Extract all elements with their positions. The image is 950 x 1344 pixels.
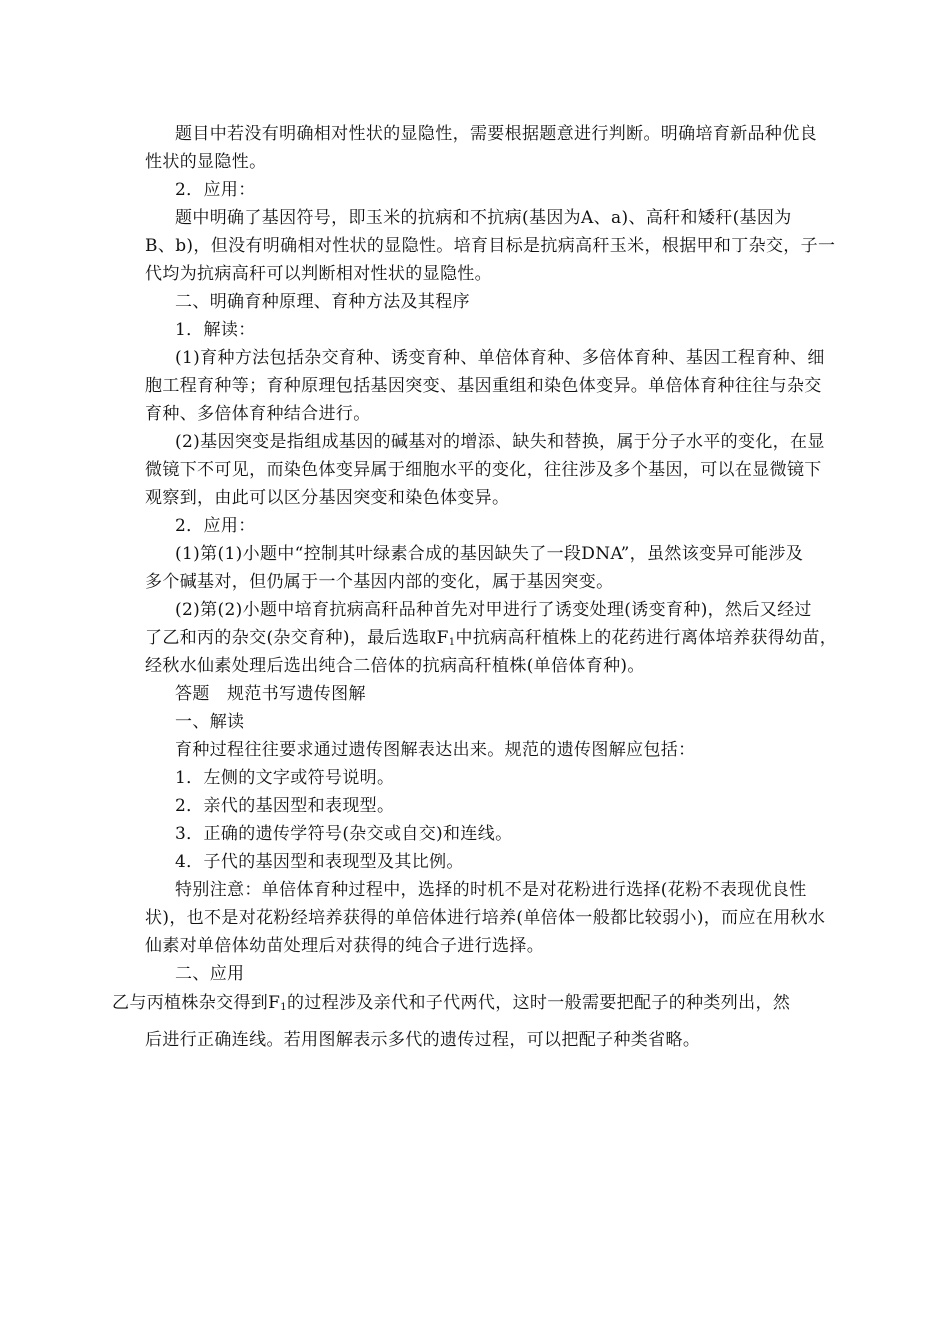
paragraph-line: 胞工程育种等；育种原理包括基因突变、基因重组和染色体变异。单倍体育种往往与杂交 (145, 376, 822, 396)
paragraph-line: 多个碱基对，但仍属于一个基因内部的变化，属于基因突变。 (145, 572, 614, 592)
paragraph-line: 后进行正确连线。若用图解表示多代的遗传过程，可以把配子种类省略。 (145, 1030, 701, 1050)
list-item: 4．子代的基因型和表现型及其比例。 (175, 852, 464, 872)
paragraph-line: (2)第(2)小题中培育抗病高秆品种首先对甲进行了诱变处理(诱变育种)，然后又经过 (175, 600, 812, 620)
list-item: 2．亲代的基因型和表现型。 (175, 796, 395, 816)
section-label: 1．解读： (175, 320, 256, 340)
paragraph-line: (1)育种方法包括杂交育种、诱变育种、单倍体育种、多倍体育种、基因工程育种、细 (175, 348, 825, 368)
paragraph-line: 状)，也不是对花粉经培养获得的单倍体进行培养(单倍体一般都比较弱小)，而应在用秋水 (145, 908, 826, 928)
text-run: 的过程涉及亲代和子代两代，这时一般需要把配子的种类列出，然 (287, 993, 791, 1013)
text-run: 了乙和丙的杂交(杂交育种)，最后选取F (145, 628, 449, 648)
text-run: 乙与丙植株杂交得到F (112, 993, 281, 1013)
section-heading: 一、解读 (175, 712, 245, 732)
section-heading: 二、应用 (175, 964, 245, 984)
paragraph-line (145, 628, 837, 648)
section-label: 2．应用： (175, 180, 256, 200)
paragraph-line: 仙素对单倍体幼苗处理后对获得的纯合子进行选择。 (145, 936, 545, 956)
paragraph-line: 特别注意：单倍体育种过程中，选择的时机不是对花粉进行选择(花粉不表现优良性 (175, 880, 807, 900)
section-heading: 二、明确育种原理、育种方法及其程序 (175, 292, 470, 312)
subscript: 1 (280, 1002, 288, 1013)
paragraph-line: B、b)，但没有明确相对性状的显隐性。培育目标是抗病高秆玉米，根据甲和丁杂交，子一 (145, 236, 836, 256)
paragraph-line: 题中明确了基因符号，即玉米的抗病和不抗病(基因为A、a)、高秆和矮秆(基因为 (175, 208, 792, 228)
paragraph-line: 观察到，由此可以区分基因突变和染色体变异。 (145, 488, 510, 508)
list-item: 3．正确的遗传学符号(杂交或自交)和连线。 (175, 824, 513, 844)
section-label: 2．应用： (175, 516, 256, 536)
subscript: 1 (448, 637, 456, 648)
paragraph-line: (1)第(1)小题中“控制其叶绿素合成的基因缺失了一段DNA”，虽然该变异可能涉及 (175, 544, 804, 564)
paragraph-line: 题目中若没有明确相对性状的显隐性，需要根据题意进行判断。明确培育新品种优良 (175, 124, 817, 144)
paragraph-line: 微镜下不可见，而染色体变异属于细胞水平的变化，往往涉及多个基因，可以在显微镜下 (145, 460, 822, 480)
paragraph-line: 育种、多倍体育种结合进行。 (145, 404, 371, 424)
paragraph-line: 性状的显隐性。 (145, 152, 267, 172)
paragraph-line (112, 993, 790, 1013)
list-item: 1．左侧的文字或符号说明。 (175, 768, 395, 788)
text-run: 中抗病高秆植株上的花药进行离体培养获得幼苗， (455, 628, 838, 648)
section-heading: 答题 规范书写遗传图解 (175, 684, 366, 704)
paragraph-line: 经秋水仙素处理后选出纯合二倍体的抗病高秆植株(单倍体育种)。 (145, 656, 645, 676)
paragraph-line: 育种过程往往要求通过遗传图解表达出来。规范的遗传图解应包括： (175, 740, 696, 760)
paragraph-line: (2)基因突变是指组成基因的碱基对的增添、缺失和替换，属于分子水平的变化，在显 (175, 432, 825, 452)
paragraph-line: 代均为抗病高秆可以判断相对性状的显隐性。 (145, 264, 492, 284)
